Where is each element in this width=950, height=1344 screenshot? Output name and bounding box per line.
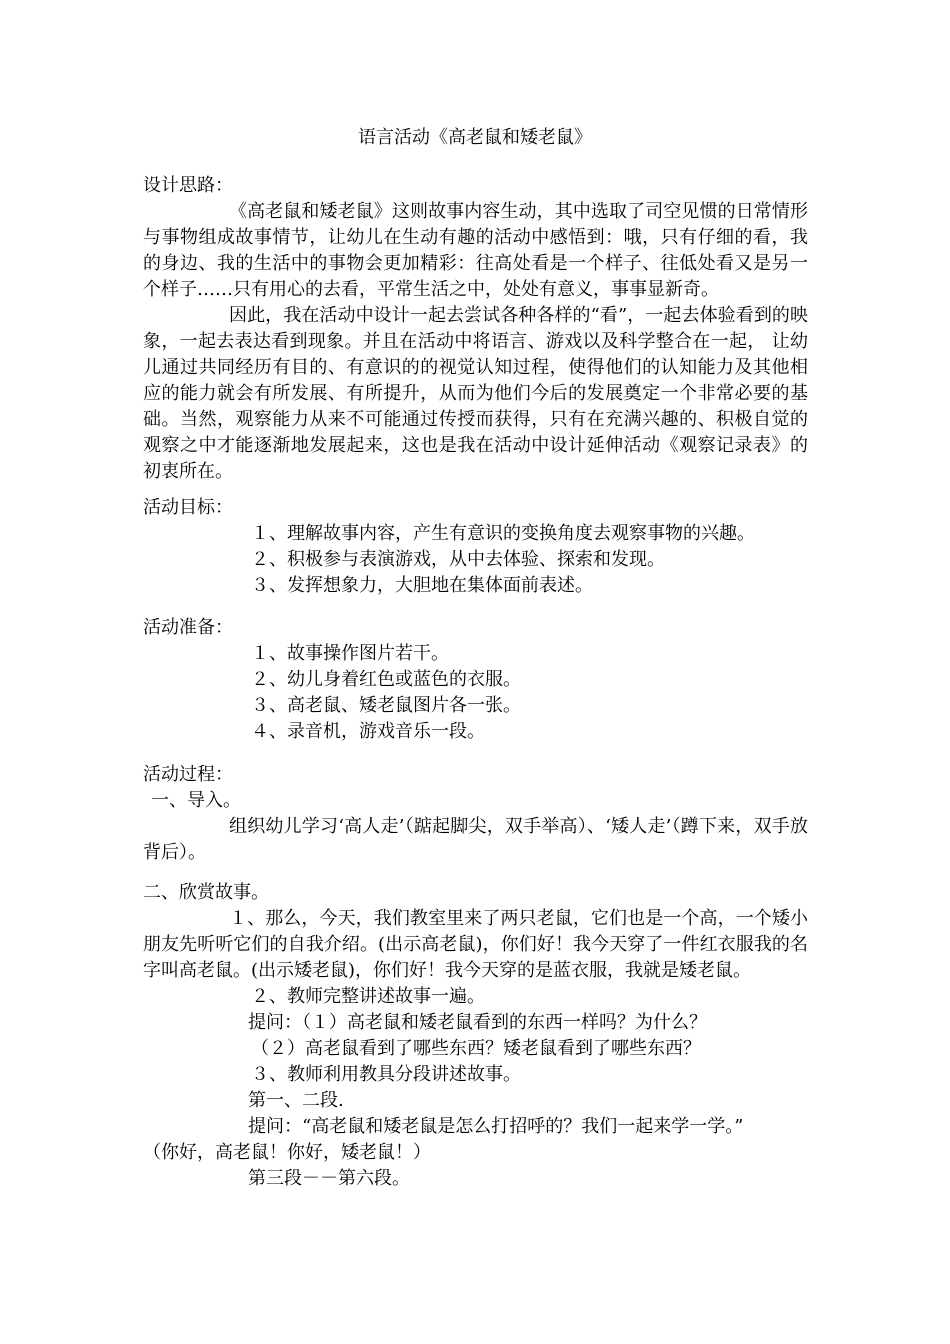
story-paragraph-1: １、那么，今天，我们教室里来了两只老鼠，它们也是一个高，一个矮小朋友先听听它们的自我介绍。(出示高老鼠)，你们好！我今天穿了一件红衣服我的名字叫高老鼠。(出示矮老鼠)，你们好！我今天穿的是蓝衣服，我就是矮老鼠。 bbox=[143, 908, 808, 981]
prep-item: ３、高老鼠、矮老鼠图片各一张。 bbox=[251, 695, 521, 716]
goals-section bbox=[143, 495, 808, 599]
design-heading: 设计思路： bbox=[143, 175, 233, 196]
prep-heading: 活动准备： bbox=[143, 617, 233, 638]
prep-item: ２、幼儿身着红色或蓝色的衣服。 bbox=[251, 669, 521, 690]
document-title: 语言活动《高老鼠和矮老鼠》 bbox=[358, 127, 592, 148]
process-section bbox=[143, 762, 808, 866]
prep-item: ４、录音机，游戏音乐一段。 bbox=[251, 721, 485, 742]
story-question-2: （２）高老鼠看到了哪些东西？矮老鼠看到了哪些东西？ bbox=[251, 1038, 701, 1059]
story-question-3-answer: （你好，高老鼠！你好，矮老鼠！） bbox=[143, 1142, 431, 1163]
story-section bbox=[143, 880, 808, 1192]
story-segment-2: 第三段－－第六段。 bbox=[248, 1168, 410, 1189]
goals-heading: 活动目标： bbox=[143, 497, 233, 518]
design-paragraph-1: 《高老鼠和矮老鼠》这则故事内容生动，其中选取了司空见惯的日常情形与事物组成故事情节，让幼儿在生动有趣的活动中感悟到：哦，只有仔细的看，我的身边、我的生活中的事物会更加精彩：往高处看是一个样子、往低处看又是另一个样子……只有用心的去看，平常生活之中，处处有意义，事事显新奇。 bbox=[143, 201, 808, 300]
story-paragraph-3: ３、教师利用教具分段讲述故事。 bbox=[251, 1064, 521, 1085]
goal-item: １、理解故事内容，产生有意识的变换角度去观察事物的兴趣。 bbox=[251, 523, 755, 544]
prep-item: １、故事操作图片若干。 bbox=[251, 643, 449, 664]
section-1-heading: 一、导入。 bbox=[151, 790, 241, 811]
design-paragraph-2: 因此，我在活动中设计一起去尝试各种各样的“看”，一起去体验看到的映象，一起去表达看到现象。并且在活动中将语言、游戏以及科学整合在一起， 让幼儿通过共同经历有目的、有意识的的视觉认知过程，使得他们的认知能力及其他相应的能力就会有所发展、有所提升，从而为他们今后的发展奠定一个非常必要的基础。当然，观察能力从来不可能通过传授而获得，只有在充满兴趣的、积极自觉的观察之中才能逐渐地发展起来，这也是我在活动中设计延伸活动《观察记录表》的初衷所在。 bbox=[143, 305, 808, 482]
goal-item: ３、发挥想象力，大胆地在集体面前表述。 bbox=[251, 575, 593, 596]
prep-section bbox=[143, 615, 808, 745]
process-heading: 活动过程： bbox=[143, 764, 233, 785]
story-question-3: 提问：“高老鼠和矮老鼠是怎么打招呼的？我们一起来学一学。” bbox=[248, 1116, 744, 1137]
design-section bbox=[143, 173, 808, 485]
goal-item: ２、积极参与表演游戏，从中去体验、探索和发现。 bbox=[251, 549, 665, 570]
section-1-text: 组织幼儿学习‘高人走’（踮起脚尖，双手举高）、‘矮人走’（蹲下来，双手放背后）。 bbox=[143, 816, 808, 863]
story-question-1: 提问：（１）高老鼠和矮老鼠看到的东西一样吗？为什么？ bbox=[248, 1012, 707, 1033]
story-paragraph-2: ２、教师完整讲述故事一遍。 bbox=[251, 986, 485, 1007]
story-segment-1: 第一、二段. bbox=[248, 1090, 344, 1111]
section-2-heading: 二、欣赏故事。 bbox=[143, 882, 269, 903]
